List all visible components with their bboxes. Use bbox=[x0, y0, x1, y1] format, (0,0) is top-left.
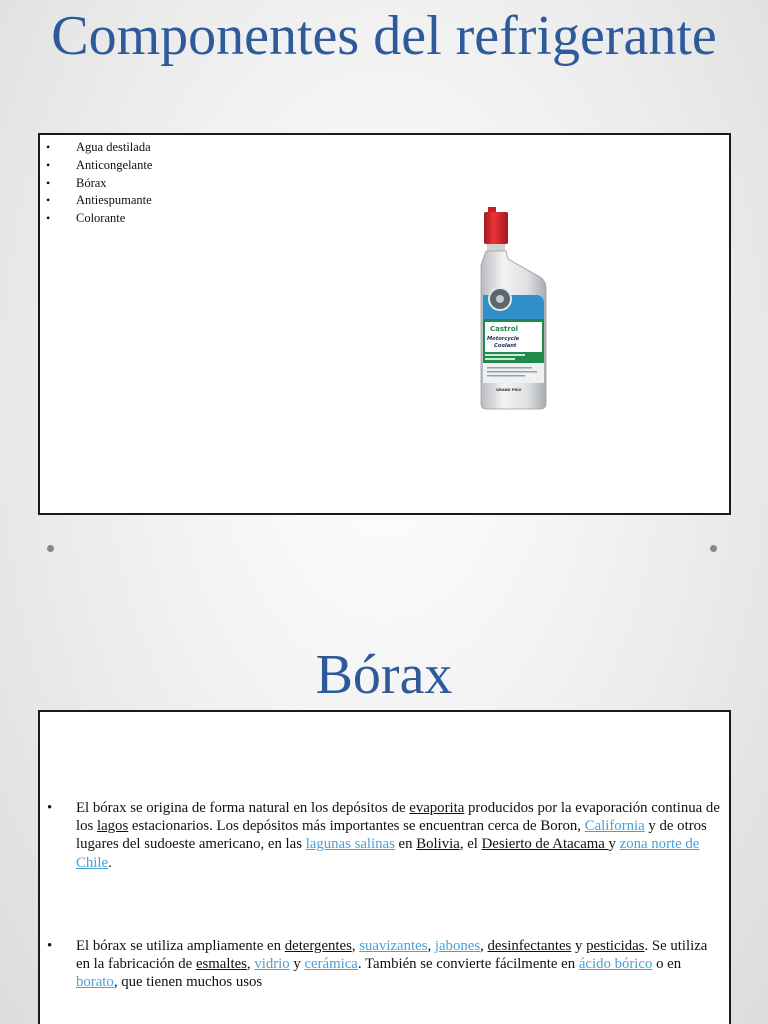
borax-origin-paragraph bbox=[40, 799, 720, 872]
bullet: • bbox=[46, 193, 51, 208]
borax-uses-paragraph bbox=[40, 937, 720, 992]
bullet: • bbox=[46, 211, 51, 226]
inline-link[interactable]: jabones bbox=[434, 938, 481, 954]
inline-link[interactable]: lagunas salinas bbox=[305, 836, 395, 853]
inline-link[interactable]: lagos bbox=[96, 818, 129, 835]
bullet: • bbox=[46, 175, 51, 190]
paragraph-text: El bórax se origina de forma natural en los depósitos de evaporita producidos por la evaporación continua de los lagos estacionarios. Los depósitos más importantes se encuentran cerca de Boron, California y de otros lugares del sudoeste americano, en las lagunas salinas en Bolivia, el Desierto de Atacama y zona norte de Chile. bbox=[76, 800, 720, 871]
inline-link[interactable]: Bolivia bbox=[416, 836, 460, 853]
slide-title-componentes: Componentes del refrigerante bbox=[51, 5, 717, 67]
inline-link[interactable]: pesticidas bbox=[586, 938, 645, 954]
list-item-label: Anticongelante bbox=[76, 157, 153, 172]
inline-link[interactable]: detergentes bbox=[284, 938, 352, 954]
inline-link[interactable]: ácido bórico bbox=[578, 956, 653, 973]
paragraph-text: El bórax se utiliza ampliamente en detergentes, suavizantes, jabones, desinfectantes y pesticidas. Se utiliza en la fabricación de esmaltes, vidrio y cerámica. También se convierte fácilmente en ácido bórico o en borato, que tienen muchos usos bbox=[76, 938, 708, 991]
inline-link[interactable]: suavizantes bbox=[359, 938, 428, 954]
bottle-product-line1: Motorcycle bbox=[487, 336, 520, 342]
list-item bbox=[46, 210, 152, 228]
slide-divider-dot bbox=[47, 545, 54, 552]
slide-title-borax: Bórax bbox=[315, 644, 453, 706]
bottle-footer: GRAND PRIX bbox=[496, 388, 522, 392]
inline-link[interactable]: Chile bbox=[76, 854, 109, 871]
list-item-label: Antiespumante bbox=[76, 193, 152, 208]
inline-link[interactable]: borato bbox=[76, 974, 114, 991]
inline-link[interactable]: California bbox=[584, 818, 645, 835]
inline-link[interactable]: esmaltes bbox=[195, 956, 247, 973]
list-item bbox=[46, 157, 152, 175]
borax-content-box bbox=[38, 710, 731, 1024]
list-item bbox=[46, 175, 152, 193]
list-item-label: Bórax bbox=[76, 175, 107, 190]
components-content-box bbox=[38, 133, 731, 515]
inline-link[interactable]: Desierto de Atacama bbox=[481, 836, 609, 853]
list-item-label: Agua destilada bbox=[76, 140, 151, 154]
list-item bbox=[46, 192, 152, 210]
bottle-cap bbox=[484, 212, 508, 244]
inline-link[interactable]: vidrio bbox=[254, 956, 290, 973]
inline-link[interactable]: desinfectantes bbox=[487, 938, 572, 954]
bottle-product-line2: Coolant bbox=[494, 343, 517, 349]
list-item bbox=[46, 139, 152, 157]
bullet: • bbox=[46, 157, 51, 172]
bullet: • bbox=[47, 938, 53, 954]
inline-link[interactable]: evaporita bbox=[409, 800, 465, 816]
bottle-brand: Castrol bbox=[490, 325, 519, 333]
slide-divider-dot bbox=[710, 545, 717, 552]
list-item-label: Colorante bbox=[76, 211, 126, 226]
inline-link[interactable]: cerámica bbox=[304, 956, 358, 973]
inline-link[interactable]: zona norte de bbox=[619, 836, 700, 853]
components-list bbox=[46, 139, 152, 228]
coolant-bottle-image bbox=[478, 207, 558, 417]
bullet: • bbox=[46, 140, 51, 154]
bullet: • bbox=[47, 800, 53, 816]
